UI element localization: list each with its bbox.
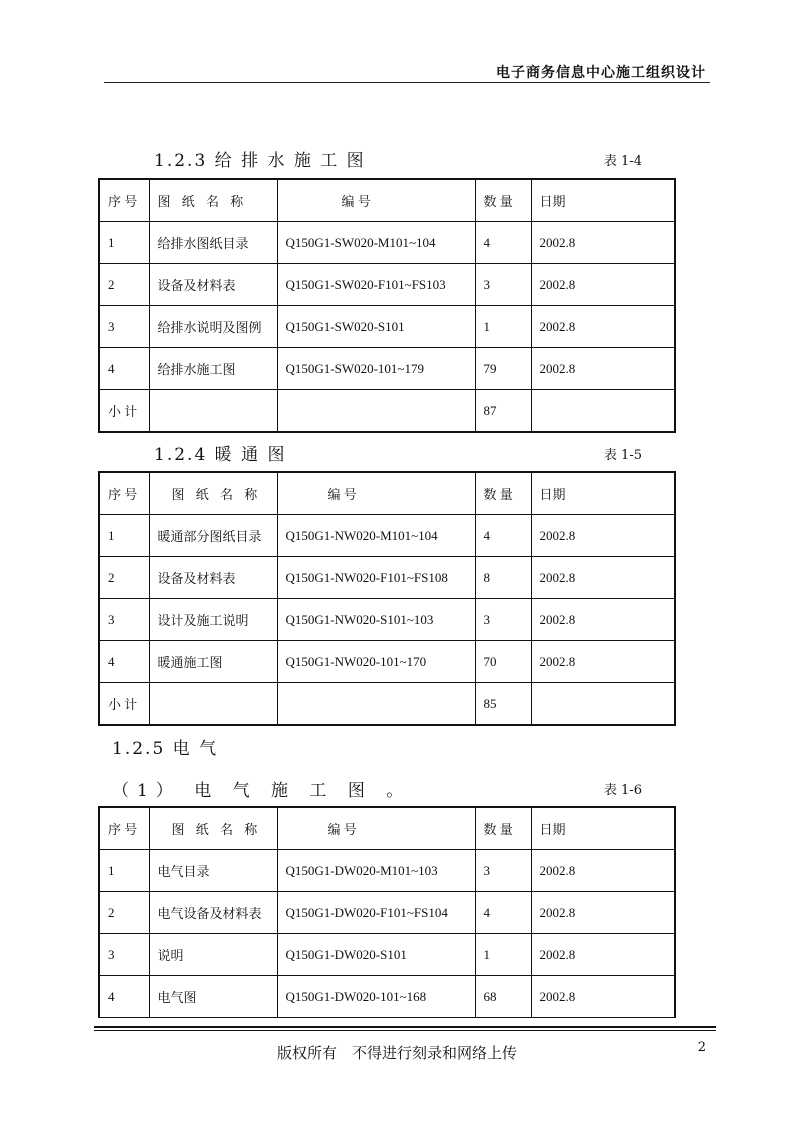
table-number: 表 1-5 [603, 448, 642, 463]
cell-name: 电气图 [149, 976, 277, 1018]
table-number: 表 1-4 [603, 154, 642, 169]
col-header-code: 编 号 [277, 472, 475, 515]
table-row [99, 515, 675, 557]
section-title-hvac: 1.2.4 暖 通 图 [154, 445, 287, 465]
empty-cell [149, 683, 277, 726]
cell-index: 4 [99, 348, 149, 390]
table-total-row [99, 390, 675, 433]
cell-code: Q150G1-SW020-F101~FS103 [277, 264, 475, 306]
col-header-index: 序 号 [99, 807, 149, 850]
table-row [99, 222, 675, 264]
cell-date: 2002.8 [531, 976, 675, 1018]
col-header-date: 日期 [531, 472, 675, 515]
section-heading-electrical: 1.2.5 电 气 [112, 739, 219, 759]
footer-rule [94, 1030, 716, 1031]
cell-code: Q150G1-SW020-101~179 [277, 348, 475, 390]
empty-cell [277, 390, 475, 433]
cell-index: 3 [99, 934, 149, 976]
table-row [99, 264, 675, 306]
cell-name: 暖通施工图 [149, 641, 277, 683]
empty-cell [277, 683, 475, 726]
cell-date: 2002.8 [531, 557, 675, 599]
col-header-name: 图 纸 名 称 [149, 472, 277, 515]
table-number: 表 1-6 [603, 783, 642, 798]
table-row [99, 306, 675, 348]
col-header-qty: 数 量 [475, 179, 531, 222]
cell-qty: 1 [475, 934, 531, 976]
cell-code: Q150G1-DW020-M101~103 [277, 850, 475, 892]
cell-code: Q150G1-SW020-M101~104 [277, 222, 475, 264]
table-row [99, 557, 675, 599]
page-number: 2 [697, 1040, 706, 1055]
cell-qty: 3 [475, 264, 531, 306]
cell-qty: 3 [475, 850, 531, 892]
total-label: 小 计 [99, 390, 149, 433]
section-title-electrical: （1） 电 气 施 工 图 。 [112, 781, 412, 801]
col-header-date: 日期 [531, 179, 675, 222]
col-header-name: 图 纸 名 称 [149, 807, 277, 850]
cell-name: 电气目录 [149, 850, 277, 892]
cell-index: 1 [99, 222, 149, 264]
cell-index: 4 [99, 641, 149, 683]
cell-code: Q150G1-NW020-S101~103 [277, 599, 475, 641]
drawing-table-electrical [98, 806, 676, 1018]
cell-qty: 68 [475, 976, 531, 1018]
header-rule [104, 82, 710, 83]
cell-date: 2002.8 [531, 348, 675, 390]
empty-cell [531, 390, 675, 433]
col-header-date: 日期 [531, 807, 675, 850]
cell-qty: 1 [475, 306, 531, 348]
empty-cell [149, 390, 277, 433]
section-title-water: 1.2.3 给 排 水 施 工 图 [154, 151, 366, 171]
cell-date: 2002.8 [531, 306, 675, 348]
table-row [99, 892, 675, 934]
cell-qty: 70 [475, 641, 531, 683]
cell-code: Q150G1-DW020-F101~FS104 [277, 892, 475, 934]
col-header-qty: 数 量 [475, 807, 531, 850]
cell-qty: 4 [475, 515, 531, 557]
table-row [99, 641, 675, 683]
cell-name: 设备及材料表 [149, 557, 277, 599]
cell-index: 3 [99, 306, 149, 348]
col-header-index: 序 号 [99, 472, 149, 515]
cell-name: 设计及施工说明 [149, 599, 277, 641]
cell-index: 3 [99, 599, 149, 641]
total-value: 85 [475, 683, 531, 726]
table-header-row [99, 179, 675, 222]
cell-index: 1 [99, 515, 149, 557]
cell-index: 2 [99, 892, 149, 934]
cell-index: 1 [99, 850, 149, 892]
table-total-row [99, 683, 675, 726]
table-row [99, 934, 675, 976]
total-value: 87 [475, 390, 531, 433]
footer-copyright: 版权所有 不得进行刻录和网络上传 [276, 1044, 517, 1062]
empty-cell [531, 683, 675, 726]
cell-date: 2002.8 [531, 264, 675, 306]
cell-date: 2002.8 [531, 934, 675, 976]
cell-qty: 79 [475, 348, 531, 390]
table-row [99, 599, 675, 641]
document-header-title: 电子商务信息中心施工组织设计 [496, 65, 706, 81]
cell-date: 2002.8 [531, 222, 675, 264]
drawing-table-water [98, 178, 676, 433]
cell-name: 暖通部分图纸目录 [149, 515, 277, 557]
col-header-code: 编 号 [277, 179, 475, 222]
table-row [99, 348, 675, 390]
cell-qty: 4 [475, 892, 531, 934]
cell-code: Q150G1-NW020-101~170 [277, 641, 475, 683]
table-header-row [99, 472, 675, 515]
cell-code: Q150G1-NW020-M101~104 [277, 515, 475, 557]
col-header-name: 图 纸 名 称 [149, 179, 277, 222]
cell-index: 2 [99, 264, 149, 306]
cell-code: Q150G1-DW020-S101 [277, 934, 475, 976]
cell-date: 2002.8 [531, 515, 675, 557]
footer-rule [94, 1026, 716, 1028]
col-header-index: 序 号 [99, 179, 149, 222]
cell-date: 2002.8 [531, 892, 675, 934]
cell-index: 4 [99, 976, 149, 1018]
cell-code: Q150G1-SW020-S101 [277, 306, 475, 348]
cell-name: 电气设备及材料表 [149, 892, 277, 934]
col-header-code: 编 号 [277, 807, 475, 850]
col-header-qty: 数 量 [475, 472, 531, 515]
cell-name: 给排水图纸目录 [149, 222, 277, 264]
cell-name: 给排水说明及图例 [149, 306, 277, 348]
cell-code: Q150G1-NW020-F101~FS108 [277, 557, 475, 599]
cell-qty: 4 [475, 222, 531, 264]
total-label: 小 计 [99, 683, 149, 726]
cell-name: 设备及材料表 [149, 264, 277, 306]
cell-qty: 3 [475, 599, 531, 641]
table-header-row [99, 807, 675, 850]
cell-qty: 8 [475, 557, 531, 599]
cell-name: 给排水施工图 [149, 348, 277, 390]
cell-date: 2002.8 [531, 599, 675, 641]
drawing-table-hvac [98, 471, 676, 726]
cell-name: 说明 [149, 934, 277, 976]
table-row [99, 976, 675, 1018]
table-row [99, 850, 675, 892]
cell-code: Q150G1-DW020-101~168 [277, 976, 475, 1018]
cell-date: 2002.8 [531, 641, 675, 683]
cell-date: 2002.8 [531, 850, 675, 892]
cell-index: 2 [99, 557, 149, 599]
